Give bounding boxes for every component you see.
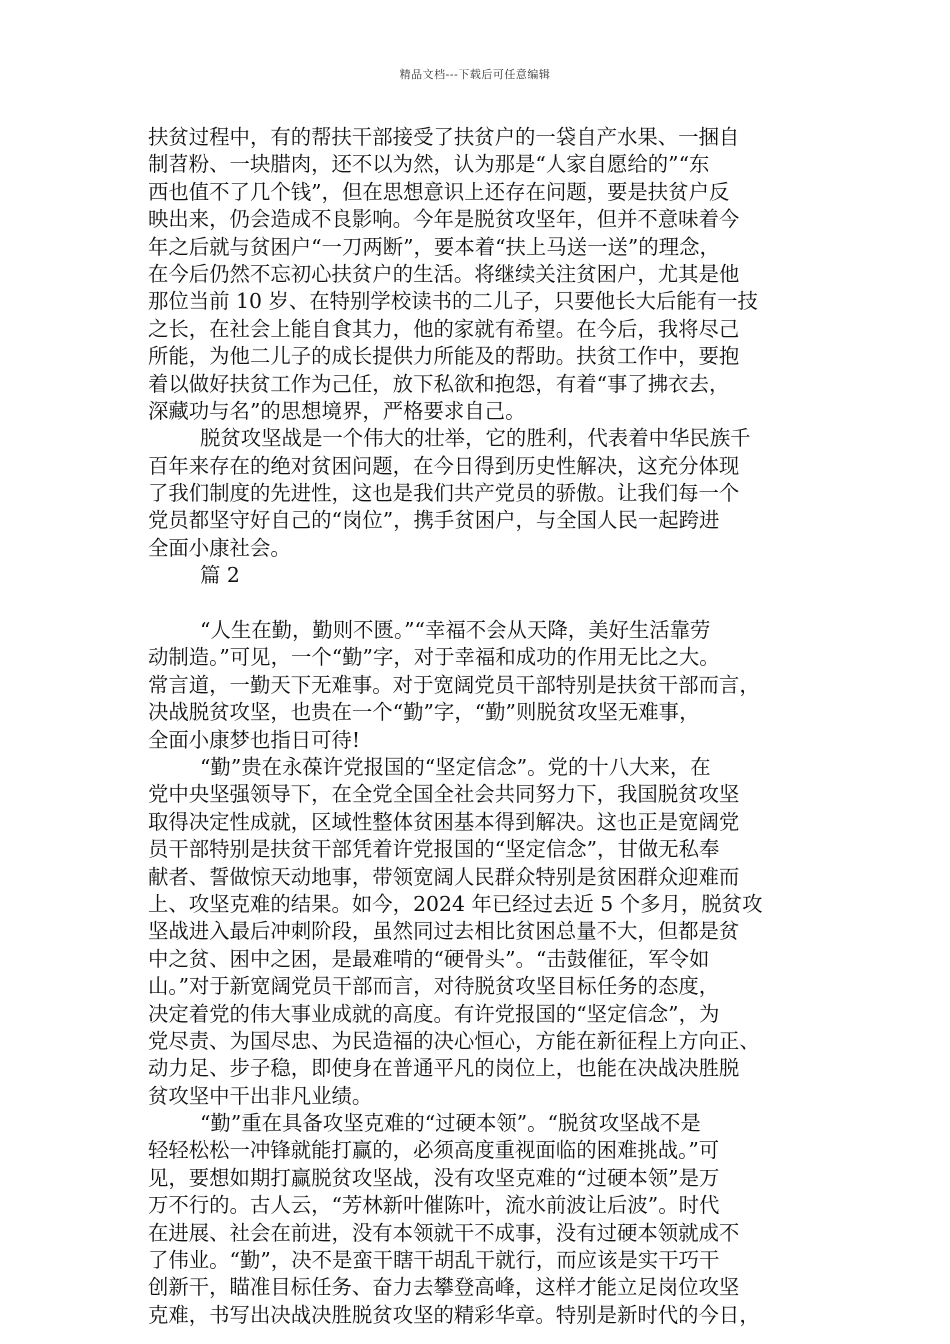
text-line: 深藏功与名”的思想境界，严格要求自己。 <box>148 398 526 423</box>
text-line: 党尽责、为国尽忠、为民造福的决心恒心，方能在新征程上方向正、 <box>148 1028 760 1053</box>
text-line: 扶贫过程中，有的帮扶干部接受了扶贫户的一袋自产水果、一捆自 <box>148 125 740 149</box>
page-header: 精品文档---下载后可任意编辑 <box>399 68 551 81</box>
text-line: 万不行的。古人云，“芳林新叶催陈叶，流水前波让后波”。时代 <box>148 1193 720 1218</box>
text-line: 百年来存在的绝对贫困问题，在今日得到历史性解决，这充分体现 <box>148 453 740 478</box>
text-line: “勤”贵在永葆许党报国的“坚定信念”。党的十八大来，在 <box>200 754 711 779</box>
text-line: 了我们制度的先进性，这也是我们共产党员的骄傲。让我们每一个 <box>148 481 740 506</box>
text-line: 在今后仍然不忘初心扶贫户的生活。将继续关注贫困户，尤其是他 <box>148 261 740 286</box>
text-line: 见，要想如期打赢脱贫攻坚战，没有攻坚克难的“过硬本领”是万 <box>148 1165 720 1190</box>
blank-line <box>148 590 820 617</box>
text-line: “人生在勤，勤则不匮。”“幸福不会从天降，美好生活靠劳 <box>200 618 711 643</box>
text-line: 了伟业。“勤”，决不是蛮干瞎干胡乱干就行，而应该是实干巧干 <box>148 1248 720 1273</box>
text-line: 决定着党的伟大事业成就的高度。有许党报国的“坚定信念”，为 <box>148 1001 720 1026</box>
text-line: 献者、誓做惊天动地事，带领宽阔人民群众特别是贫困群众迎难而 <box>148 864 740 889</box>
text-line: 年之后就与贫困户“一刀两断”，要本着“扶上马送一送”的理念， <box>148 234 720 259</box>
text-line: 制苕粉、一块腊肉，还不以为然，认为那是“人家自愿给的”“东 <box>148 152 710 177</box>
text-line: 西也值不了几个钱”，但在思想意识上还存在问题，要是扶贫户反 <box>148 179 730 204</box>
text-line: 在进展、社会在前进，没有本领就干不成事，没有过硬本领就成不 <box>148 1220 740 1245</box>
text-line: 全面小康社会。 <box>148 535 291 560</box>
text-line: 克难，书写出决战决胜脱贫攻坚的精彩华章。特别是新时代的今日， <box>148 1302 760 1327</box>
text-line: 决战脱贫攻坚，也贵在一个“勤”字，“勤”则脱贫攻坚无难事， <box>148 700 700 725</box>
text-line: 取得决定性成就，区域性整体贫困基本得到解决。这也正是宽阔党 <box>148 809 740 834</box>
text-line: 着以做好扶贫工作为己任，放下私欲和抱怨，有着“事了拂衣去， <box>148 371 730 396</box>
text-line: 党员都坚守好自己的“岗位”，携手贫困户，与全国人民一起跨进 <box>148 508 720 533</box>
text-line: 贫攻坚中干出非凡业绩。 <box>148 1083 373 1108</box>
text-line: 篇 2 <box>200 563 240 588</box>
text-line: 全面小康梦也指日可待! <box>148 727 361 752</box>
text-line: 创新干，瞄准目标任务、奋力去攀登高峰，这样才能立足岗位攻坚 <box>148 1275 740 1300</box>
text-line: 脱贫攻坚战是一个伟大的壮举，它的胜利，代表着中华民族千 <box>200 426 751 451</box>
text-line: 动制造。”可见，一个“勤”字，对于幸福和成功的作用无比之大。 <box>148 645 720 670</box>
text-line: 轻轻松松一冲锋就能打赢的，必须高度重视面临的困难挑战。”可 <box>148 1138 720 1163</box>
text-line: 坚战进入最后冲刺阶段，虽然同过去相比贫困总量不大，但都是贫 <box>148 919 740 944</box>
text-line: 中之贫、困中之困，是最难啃的“硬骨头”。“击鼓催征，军令如 <box>148 946 710 971</box>
text-line: 所能，为他二儿子的成长提供力所能及的帮助。扶贫工作中，要抱 <box>148 344 740 369</box>
text-line: 员干部特别是扶贫干部凭着许党报国的“坚定信念”，甘做无私奉 <box>148 837 720 862</box>
text-line: 上、攻坚克难的结果。如今，2024 年已经过去近 5 个多月，脱贫攻 <box>148 891 763 916</box>
document-body <box>148 124 820 1329</box>
text-line: 山。”对于新宽阔党员干部而言，对待脱贫攻坚目标任务的态度， <box>148 974 720 999</box>
text-line: “勤”重在具备攻坚克难的“过硬本领”。“脱贫攻坚战不是 <box>200 1111 701 1136</box>
text-line: 党中央坚强领导下，在全党全国全社会共同努力下，我国脱贫攻坚 <box>148 782 740 807</box>
text-line: 之长，在社会上能自食其力，他的家就有希望。在今后，我将尽己 <box>148 316 740 341</box>
text-line: 那位当前 10 岁、在特别学校读书的二儿子，只要他长大后能有一技 <box>148 289 758 314</box>
text-line: 映出来，仍会造成不良影响。今年是脱贫攻坚年，但并不意味着今 <box>148 207 740 232</box>
text-line: 动力足、步子稳，即使身在普通平凡的岗位上，也能在决战决胜脱 <box>148 1056 740 1081</box>
text-line: 常言道，一勤天下无难事。对于宽阔党员干部特别是扶贫干部而言， <box>148 672 760 697</box>
